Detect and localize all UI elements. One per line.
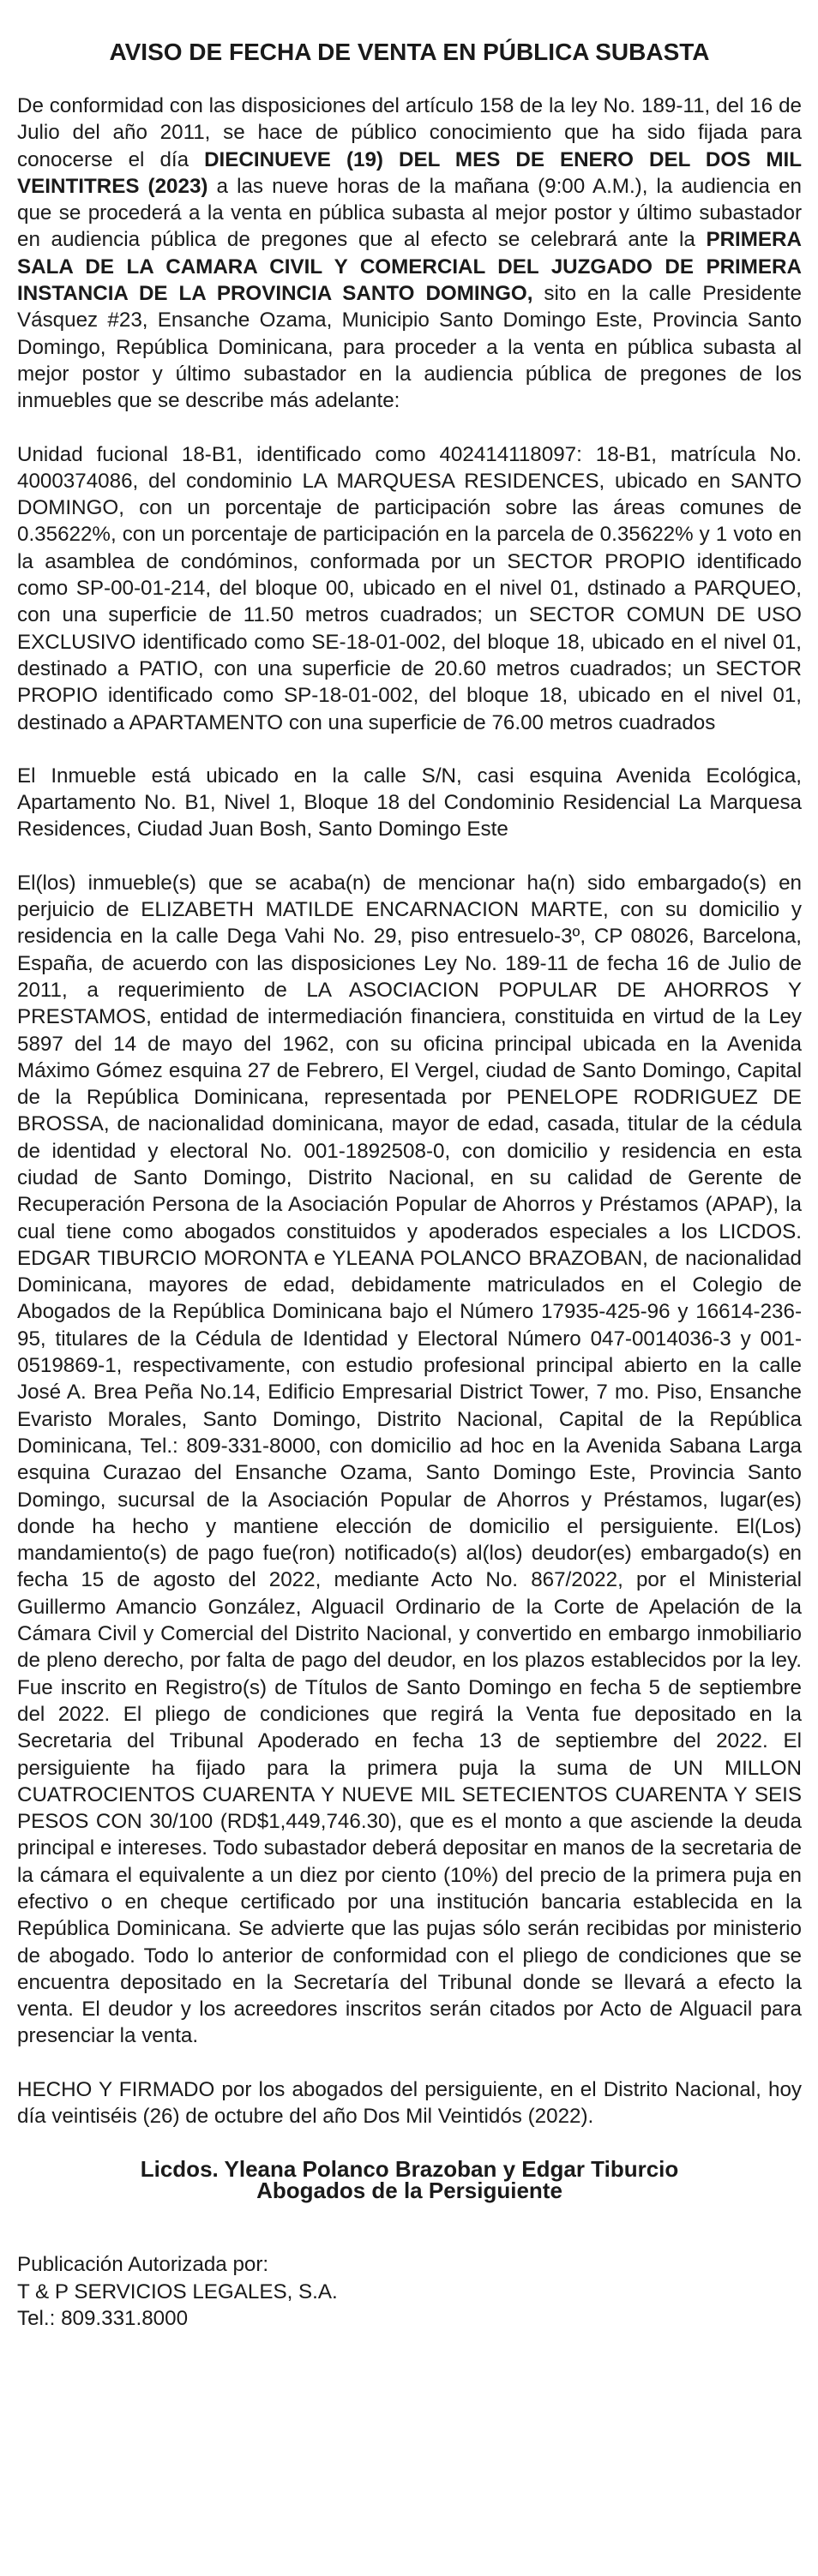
seizure-details: El(los) inmueble(s) que se acaba(n) de mencionar ha(n) sido embargado(s) en perjuicio de ELIZABETH MATILDE ENCARNACION MARTE, con su domicilio y residencia en la calle Dega Vahi No. 29, piso entresuelo-3º, CP 08026, Barcelona, España, de acuerdo con las disposiciones Ley No. 189-11 de fecha 16 de Julio de 2011, a requerimiento de LA ASOCIACION POPULAR DE AHORROS Y PRESTAMOS, entidad de intermediación financiera, constituida en virtud de la Ley 5897 del 14 de mayo del 1962, con su oficina principal ubicada en la Avenida Máximo Gómez esquina 27 de Febrero, El Vergel, ciudad de Santo Domingo, Capital de la República Dominicana, representada por PENELOPE RODRIGUEZ DE BROSSA, de nacionalidad dominicana, mayor de edad, casada, titular de la cédula de identidad y electoral No. 001-1892508-0, con domicilio y residencia en esta ciudad de Santo Domingo, Distrito Nacional, en su calidad de Gerente de Recuperación Persona de la Asociación Popular de Ahorros y Préstamos (APAP), la cual tiene como abogados constituidos y apoderados especiales a los LICDOS. EDGAR TIBURCIO MORONTA e YLEANA POLANCO BRAZOBAN, de nacionalidad Dominicana, mayores de edad, debidamente matriculados en el Colegio de Abogados de la República Dominicana bajo el Número 17935-425-96 y 16614-236-95, titulares de la Cédula de Identidad y Electoral Número 047-0014036-3 y 001-0519869-1, respectivamente, con estudio profesional principal abierto en la calle José A. Brea Peña No.14, Edificio Empresarial District Tower, 7 mo. Piso, Ensanche Evaristo Morales, Santo Domingo, Distrito Nacional, Capital de la República Dominicana, Tel.: 809-331-8000, con domicilio ad hoc en la Avenida Sabana Larga esquina Curazao del Ensanche Ozama, Santo Domingo Este, Provincia Santo Domingo, sucursal de la Asociación Popular de Ahorros y Préstamos, lugar(es) donde ha hecho y mantiene elección de domicilio el persiguiente. El(Los) mandamiento(s) de pago fue(ron) notificado(s) al(los) deudor(es) embargado(s) en fecha 15 de agosto del 2022, mediante Acto No. 867/2022, por el Ministerial Guillermo Amancio González, Alguacil Ordinario de la Corte de Apelación de la Cámara Civil y Comercial del Distrito Nacional, y convertido en embargo inmobiliario de pleno derecho, por falta de pago del deudor, en los plazos establecidos por la ley. Fue inscrito en Registro(s) de Títulos de Santo Domingo en fecha 5 de septiembre del 2022. El pliego de condiciones que regirá la Venta fue depositado en la Secretaria del Tribunal Apoderado en fecha 13 de septiembre del 2022. El persiguiente ha fijado para la primera puja la suma de UN MILLON CUATROCIENTOS CUARENTA Y NUEVE MIL SETECIENTOS CUARENTA Y SEIS PESOS CON 30/100 (RD$1,449,746.30), que es el monto a que asciende la deuda principal e intereses. Todo subastador deberá depositar en manos de la secretaria de la cámara el equivalente a un diez por ciento (10%) del precio de la primera puja en efectivo o en cheque certificado por una institución bancaria establecida en la República Dominicana. Se advierte que las pujas sólo serán recibidas por ministerio de abogado. Todo lo anterior de conformidad con el pliego de condiciones que se encuentra depositado en la Secretaría del Tribunal donde se llevará a efecto la venta. El deudor y los acreedores inscritos serán citados por Acto de Alguacil para presenciar la venta. [17, 871, 802, 2048]
auction-date: DIECINUEVE (19) DEL MES DE ENERO DEL DOS MIL VEINTITRES (2023) [17, 147, 802, 198]
intro-paragraph [17, 93, 802, 415]
signed-statement: HECHO Y FIRMADO por los abogados del persiguiente, en el Distrito Nacional, hoy día veintiséis (26) de octubre del año Dos Mil Veintidós (2022). [17, 2077, 802, 2129]
court-name: PRIMERA SALA DE LA CAMARA CIVIL Y COMERCIAL DEL JUZGADO DE PRIMERA INSTANCIA DE LA PROVINCIA SANTO DOMINGO, [17, 228, 802, 306]
signature-role: Abogados de la Persiguiente [256, 2178, 562, 2204]
signature-block [17, 2156, 802, 2204]
signature-lawyers: Licdos. Yleana Polanco Brazoban y Edgar Tiburcio [140, 2156, 679, 2183]
property-description: Unidad fucional 18-B1, identificado como 402414118097: 18-B1, matrícula No. 4000374086, del condominio LA MARQUESA RESIDENCES, ubicado en SANTO DOMINGO, con un porcentaje de participación sobre las áreas comunes de 0.35622%, con un porcentaje de participación en la parcela de 0.35622% y 1 voto en la asamblea de condóminos, conformada por un SECTOR PROPIO identificado como SP-00-01-214, del bloque 00, ubicado en el nivel 01, dstinado a PARQUEO, con una superficie de 11.50 metros cuadrados; un SECTOR COMUN DE USO EXCLUSIVO identificado como SE-18-01-002, del bloque 18, ubicado en el nivel 01, destinado a PATIO, con una superficie de 20.60 metros cuadrados; un SECTOR PROPIO identificado como SP-18-01-002, del bloque 18, ubicado en el nivel 01, destinado a APARTAMENTO con una superficie de 76.00 metros cuadrados [17, 442, 802, 734]
notice-title: AVISO DE FECHA DE VENTA EN PÚBLICA SUBASTA [109, 39, 710, 65]
intro-text-1: De conformidad con las disposiciones del artículo 158 de la ley No. 189-11, del 16 de Julio del año 2011, se hace de público conocimiento que ha sido fijada para conocerse el día [17, 94, 802, 171]
intro-text-2: a las nueve horas de la mañana (9:00 A.M.), la audiencia en que se procederá a la venta en pública subasta al mejor postor y último subastador en audiencia pública de pregones que al efecto se celebrará ante la [17, 174, 802, 252]
footer-company: T & P SERVICIOS LEGALES, S.A. [17, 2279, 338, 2303]
footer-authorized: Publicación Autorizada por: [17, 2253, 269, 2277]
property-location: El Inmueble está ubicado en la calle S/N, casi esquina Avenida Ecológica, Apartamento No. B1, Nivel 1, Bloque 18 del Condominio Residencial La Marquesa Residences, Ciudad Juan Bosh, Santo Domingo Este [17, 764, 802, 842]
intro-text-3: sito en la calle Presidente Vásquez #23, Ensanche Ozama, Municipio Santo Domingo Este, Provincia Santo Domingo, República Dominicana, para proceder a la venta en pública subasta al mejor postor y último subastador en la audiencia pública de pregones de los inmuebles que se describe más adelante: [17, 282, 802, 413]
footer-phone: Tel.: 809.331.8000 [17, 2306, 189, 2330]
publication-footer [17, 2251, 802, 2332]
